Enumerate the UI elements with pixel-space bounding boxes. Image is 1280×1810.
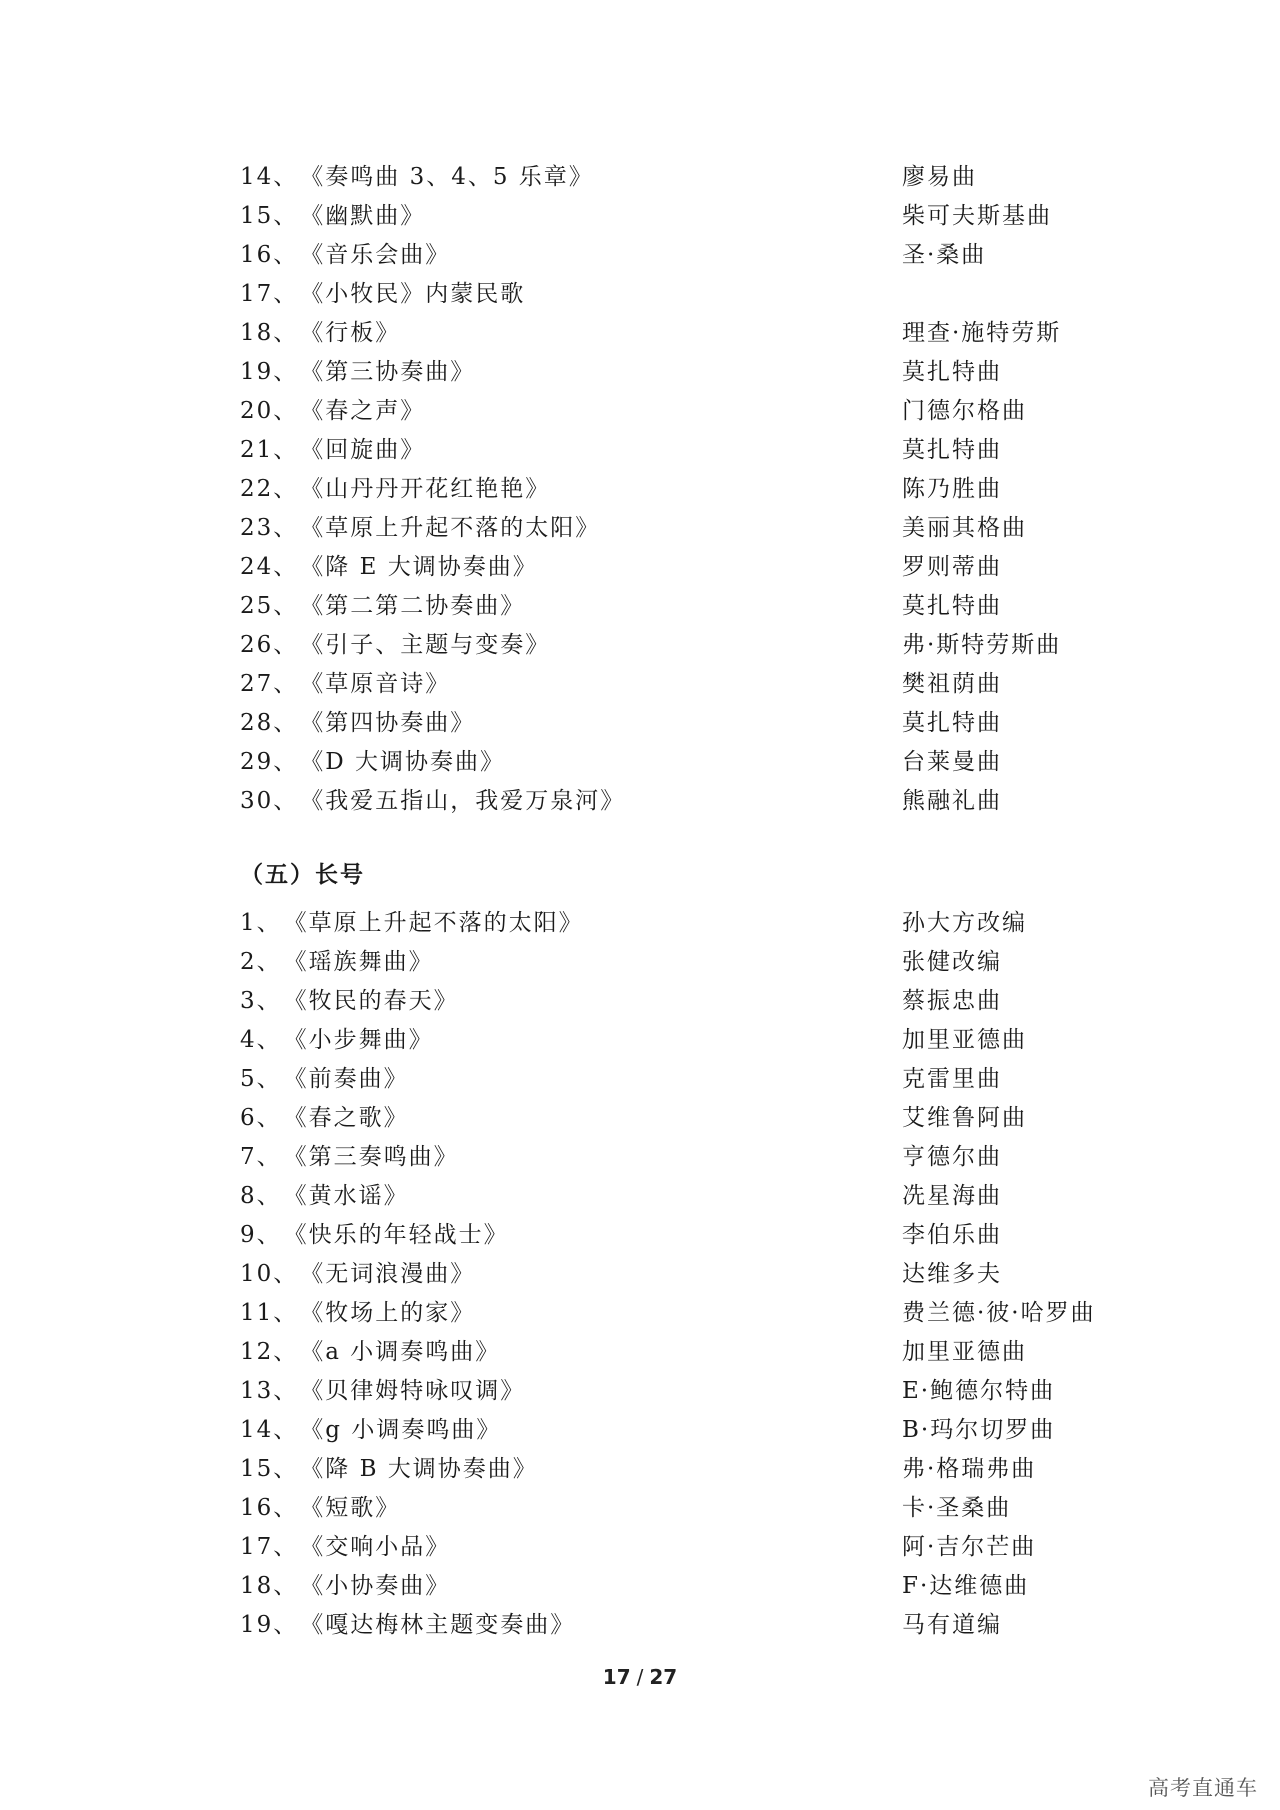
item-number: 17 — [240, 281, 274, 307]
item-composer: E·鲍德尔特曲 — [902, 1378, 1056, 1404]
item-number: 14 — [240, 164, 274, 190]
item-number: 5 — [240, 1066, 257, 1092]
item-title: 《回旋曲》 — [300, 437, 426, 463]
item-number: 13 — [240, 1378, 274, 1404]
list-item — [240, 626, 1140, 665]
item-title: 《降 B 大调协奏曲》 — [300, 1456, 538, 1482]
item-number: 18 — [240, 320, 274, 346]
item-separator: 、 — [256, 1105, 282, 1131]
item-number: 16 — [240, 1495, 274, 1521]
list-item — [240, 782, 1140, 821]
item-number: 12 — [240, 1339, 274, 1365]
item-composer: 达维多夫 — [902, 1261, 1002, 1287]
item-composer: 亨德尔曲 — [902, 1144, 1002, 1170]
item-composer: 圣·桑曲 — [902, 242, 987, 268]
item-number: 25 — [240, 593, 274, 619]
item-title: 《春之声》 — [300, 398, 426, 424]
item-number: 1 — [240, 910, 257, 936]
item-title: 《前奏曲》 — [283, 1066, 409, 1092]
item-separator: 、 — [256, 1183, 282, 1209]
page-total: 27 — [649, 1665, 678, 1689]
item-composer: 莫扎特曲 — [902, 437, 1002, 463]
item-number: 20 — [240, 398, 274, 424]
item-number: 4 — [240, 1027, 257, 1053]
item-title: 《草原上升起不落的太阳》 — [283, 910, 584, 936]
list-item — [240, 1567, 1140, 1606]
list-item — [240, 1606, 1140, 1645]
item-title: 《牧场上的家》 — [300, 1300, 476, 1326]
item-number: 22 — [240, 476, 274, 502]
list-item — [240, 197, 1140, 236]
list-item — [240, 904, 1140, 943]
item-composer: 加里亚德曲 — [902, 1339, 1027, 1365]
list-item — [240, 704, 1140, 743]
item-composer: 张健改编 — [902, 949, 1002, 975]
list-item — [240, 353, 1140, 392]
item-title: 《山丹丹开花红艳艳》 — [300, 476, 551, 502]
item-number: 21 — [240, 437, 274, 463]
item-separator: 、 — [256, 949, 282, 975]
list-item — [240, 1450, 1140, 1489]
list-item — [240, 1099, 1140, 1138]
item-title: 《小牧民》内蒙民歌 — [300, 281, 526, 307]
list-item — [240, 1528, 1140, 1567]
item-separator: 、 — [273, 554, 299, 580]
item-number: 19 — [240, 359, 274, 385]
item-title: 《D 大调协奏曲》 — [300, 749, 506, 775]
item-composer: 莫扎特曲 — [902, 359, 1002, 385]
item-composer: 卡·圣桑曲 — [902, 1495, 1012, 1521]
item-number: 16 — [240, 242, 274, 268]
list-item — [240, 431, 1140, 470]
item-composer: 马有道编 — [902, 1612, 1002, 1638]
page-slash: / — [636, 1665, 644, 1689]
page-number — [0, 1665, 1280, 1689]
item-separator: 、 — [273, 203, 299, 229]
item-composer: 蔡振忠曲 — [902, 988, 1002, 1014]
item-title: 《第三协奏曲》 — [300, 359, 476, 385]
item-separator: 、 — [273, 437, 299, 463]
item-title: 《快乐的年轻战士》 — [283, 1222, 509, 1248]
item-separator: 、 — [273, 164, 299, 190]
item-title: 《黄水谣》 — [283, 1183, 409, 1209]
list-item — [240, 1138, 1140, 1177]
item-separator: 、 — [273, 1456, 299, 1482]
item-separator: 、 — [273, 1495, 299, 1521]
list-item — [240, 982, 1140, 1021]
item-title: 《小步舞曲》 — [283, 1027, 434, 1053]
list-item — [240, 665, 1140, 704]
item-title: 《贝律姆特咏叹调》 — [300, 1378, 526, 1404]
section-heading-trombone: （五）长号 — [240, 861, 365, 888]
item-composer: 美丽其格曲 — [902, 515, 1027, 541]
piece-list-trombone — [240, 904, 1140, 1645]
list-item — [240, 587, 1140, 626]
item-title: 《降 E 大调协奏曲》 — [300, 554, 538, 580]
item-number: 9 — [240, 1222, 257, 1248]
list-item — [240, 1021, 1140, 1060]
item-separator: 、 — [273, 1378, 299, 1404]
list-item — [240, 1372, 1140, 1411]
item-number: 23 — [240, 515, 274, 541]
item-composer: 艾维鲁阿曲 — [902, 1105, 1027, 1131]
item-number: 8 — [240, 1183, 257, 1209]
item-composer: 陈乃胜曲 — [902, 476, 1002, 502]
item-title: 《无词浪漫曲》 — [300, 1261, 476, 1287]
list-item — [240, 509, 1140, 548]
item-composer: 门德尔格曲 — [902, 398, 1027, 424]
item-composer: 理查·施特劳斯 — [902, 320, 1062, 346]
item-number: 17 — [240, 1534, 274, 1560]
item-composer: F·达维德曲 — [902, 1573, 1030, 1599]
list-item — [240, 158, 1140, 197]
item-title: 《我爱五指山，我爱万泉河》 — [300, 788, 626, 814]
item-title: 《瑶族舞曲》 — [283, 949, 434, 975]
item-separator: 、 — [273, 242, 299, 268]
item-separator: 、 — [273, 476, 299, 502]
item-title: 《草原上升起不落的太阳》 — [300, 515, 601, 541]
list-item — [240, 470, 1140, 509]
item-number: 7 — [240, 1144, 257, 1170]
item-separator: 、 — [273, 749, 299, 775]
item-title: 《草原音诗》 — [300, 671, 451, 697]
item-composer: 李伯乐曲 — [902, 1222, 1002, 1248]
item-composer: 克雷里曲 — [902, 1066, 1002, 1092]
item-number: 14 — [240, 1417, 274, 1443]
item-number: 10 — [240, 1261, 274, 1287]
list-item — [240, 314, 1140, 353]
item-number: 27 — [240, 671, 274, 697]
list-item — [240, 1411, 1140, 1450]
item-composer: 柴可夫斯基曲 — [902, 203, 1052, 229]
item-separator: 、 — [273, 515, 299, 541]
item-title: 《第二第二协奏曲》 — [300, 593, 526, 619]
item-separator: 、 — [256, 1027, 282, 1053]
item-number: 29 — [240, 749, 274, 775]
item-number: 28 — [240, 710, 274, 736]
item-number: 30 — [240, 788, 274, 814]
item-separator: 、 — [273, 632, 299, 658]
item-number: 19 — [240, 1612, 274, 1638]
list-item — [240, 548, 1140, 587]
item-composer: 台莱曼曲 — [902, 749, 1002, 775]
item-separator: 、 — [256, 1144, 282, 1170]
item-composer: 弗·斯特劳斯曲 — [902, 632, 1062, 658]
piece-list-continued — [240, 158, 1140, 821]
list-item — [240, 1489, 1140, 1528]
item-number: 15 — [240, 1456, 274, 1482]
item-separator: 、 — [273, 359, 299, 385]
watermark: 高考直通车 — [1148, 1776, 1258, 1800]
item-separator: 、 — [273, 320, 299, 346]
item-separator: 、 — [273, 710, 299, 736]
item-separator: 、 — [273, 1261, 299, 1287]
item-separator: 、 — [273, 1339, 299, 1365]
item-title: 《牧民的春天》 — [283, 988, 459, 1014]
list-item — [240, 943, 1140, 982]
list-item — [240, 1255, 1140, 1294]
item-title: 《交响小品》 — [300, 1534, 451, 1560]
item-number: 11 — [240, 1300, 274, 1326]
item-number: 6 — [240, 1105, 257, 1131]
page-current: 17 — [602, 1665, 631, 1689]
list-item — [240, 275, 1140, 314]
item-composer: 廖易曲 — [902, 164, 977, 190]
item-separator: 、 — [273, 593, 299, 619]
item-number: 3 — [240, 988, 257, 1014]
item-title: 《引子、主题与变奏》 — [300, 632, 551, 658]
item-composer: 莫扎特曲 — [902, 593, 1002, 619]
item-number: 15 — [240, 203, 274, 229]
item-title: 《行板》 — [300, 320, 401, 346]
item-composer: 樊祖荫曲 — [902, 671, 1002, 697]
item-title: 《第三奏鸣曲》 — [283, 1144, 459, 1170]
list-item — [240, 236, 1140, 275]
item-separator: 、 — [273, 1612, 299, 1638]
item-title: 《第四协奏曲》 — [300, 710, 476, 736]
item-separator: 、 — [273, 1300, 299, 1326]
item-number: 2 — [240, 949, 257, 975]
item-title: 《奏鸣曲 3、4、5 乐章》 — [300, 164, 594, 190]
item-title: 《短歌》 — [300, 1495, 401, 1521]
item-separator: 、 — [256, 1066, 282, 1092]
item-separator: 、 — [273, 788, 299, 814]
item-separator: 、 — [256, 1222, 282, 1248]
item-separator: 、 — [273, 671, 299, 697]
item-composer: 冼星海曲 — [902, 1183, 1002, 1209]
item-separator: 、 — [256, 988, 282, 1014]
item-separator: 、 — [273, 398, 299, 424]
item-separator: 、 — [273, 1417, 299, 1443]
item-title: 《g 小调奏鸣曲》 — [300, 1417, 502, 1443]
item-composer: 阿·吉尔芒曲 — [902, 1534, 1037, 1560]
item-title: 《音乐会曲》 — [300, 242, 451, 268]
item-title: 《嘎达梅林主题变奏曲》 — [300, 1612, 576, 1638]
item-composer: 罗则蒂曲 — [902, 554, 1002, 580]
item-composer: 孙大方改编 — [902, 910, 1027, 936]
list-item — [240, 1060, 1140, 1099]
list-item — [240, 1333, 1140, 1372]
item-title: 《a 小调奏鸣曲》 — [300, 1339, 501, 1365]
item-composer: B·玛尔切罗曲 — [902, 1417, 1056, 1443]
list-item — [240, 1177, 1140, 1216]
list-item — [240, 1294, 1140, 1333]
item-composer: 费兰德·彼·哈罗曲 — [902, 1300, 1096, 1326]
item-separator: 、 — [256, 910, 282, 936]
list-item — [240, 1216, 1140, 1255]
item-separator: 、 — [273, 1534, 299, 1560]
list-item — [240, 743, 1140, 782]
item-number: 24 — [240, 554, 274, 580]
list-item — [240, 392, 1140, 431]
item-composer: 弗·格瑞弗曲 — [902, 1456, 1037, 1482]
item-composer: 熊融礼曲 — [902, 788, 1002, 814]
item-number: 18 — [240, 1573, 274, 1599]
item-composer: 莫扎特曲 — [902, 710, 1002, 736]
item-separator: 、 — [273, 1573, 299, 1599]
item-number: 26 — [240, 632, 274, 658]
item-title: 《小协奏曲》 — [300, 1573, 451, 1599]
item-title: 《春之歌》 — [283, 1105, 409, 1131]
item-title: 《幽默曲》 — [300, 203, 426, 229]
item-composer: 加里亚德曲 — [902, 1027, 1027, 1053]
item-separator: 、 — [273, 281, 299, 307]
